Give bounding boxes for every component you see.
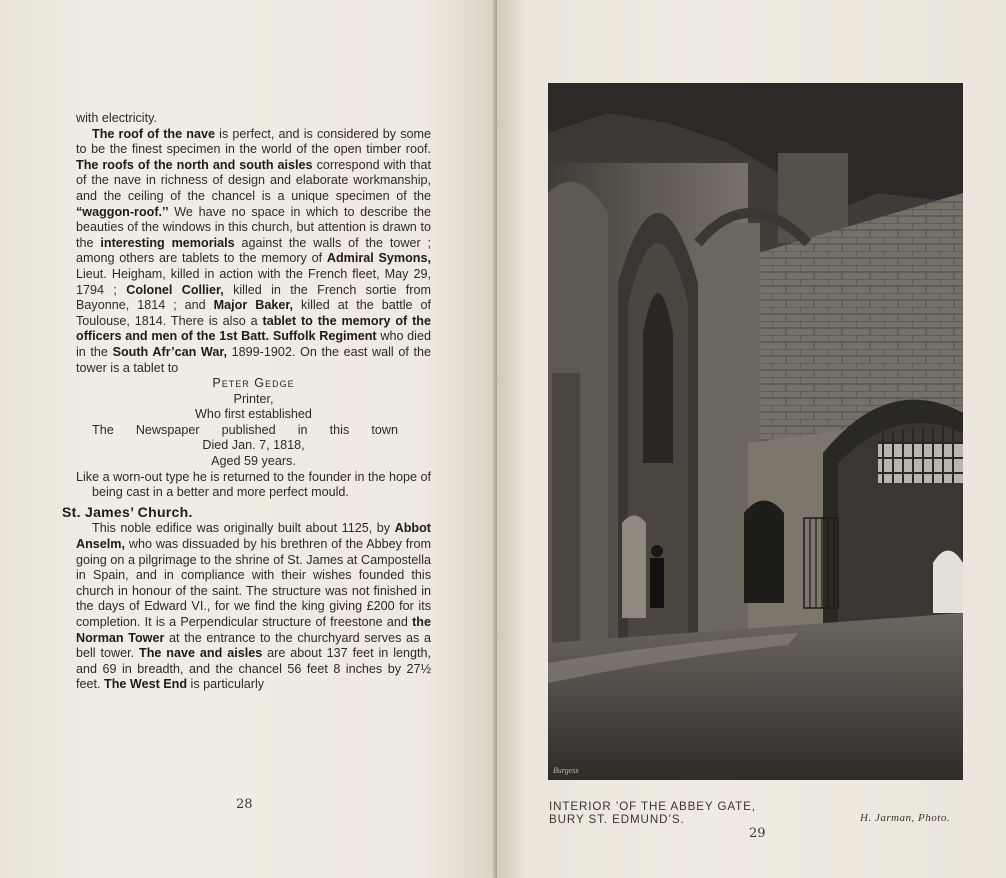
text-run: We have no space in which to describe the beauties of the windows in this church, but attention is drawn to the bbox=[76, 204, 431, 250]
text-run: Lieut. Heigham, killed in action with the French fleet, May 29, 1794 ; bbox=[76, 266, 431, 297]
bold-text-run: The nave and aisles bbox=[139, 646, 263, 661]
bold-text-run: interesting memorials bbox=[100, 235, 235, 250]
epitaph-line: The Newspaper published in this town bbox=[92, 422, 398, 437]
epitaph-line: Died Jan. 7, 1818, bbox=[202, 438, 305, 453]
bold-text-run: “waggon-roof.’’ bbox=[76, 204, 169, 219]
text-run: correspond with that of the nave in richness of design and elaborate workmanship, and the ceiling of the chancel is a unique specimen of the bbox=[76, 157, 431, 203]
left-page bbox=[0, 0, 497, 878]
bold-text-run: the Norman Tower bbox=[76, 615, 431, 645]
page-number-left: 28 bbox=[236, 797, 253, 812]
section-heading: St. James’ Church. bbox=[62, 503, 193, 520]
text-run: at the entrance to the churchyard serves as a bell tower. bbox=[76, 630, 431, 661]
photo-illustration bbox=[548, 83, 963, 780]
bold-text-run: tablet to the memory of the officers and men of the 1st Batt. Suffolk Regiment bbox=[76, 313, 431, 344]
epitaph-name: Peter Gedge bbox=[212, 376, 295, 391]
text-run: against the walls of the tower ; among others are tablets to the memory of bbox=[76, 235, 431, 266]
caption-line: BURY ST. EDMUND’S. bbox=[549, 813, 685, 826]
text-run: are about 137 feet in length, and 69 in breadth, and the chancel 56 feet 8 inches by 27½ feet. bbox=[76, 646, 432, 692]
bold-text-run: The roofs of the north and south aisles bbox=[76, 157, 313, 172]
caption-line: INTERIOR ’OF THE ABBEY GATE, bbox=[549, 800, 756, 813]
epitaph-line: Who first established bbox=[195, 407, 312, 422]
text-run: with electricity. bbox=[76, 111, 157, 125]
bold-text-run: Major Baker, bbox=[213, 298, 294, 313]
body-paragraph bbox=[76, 127, 431, 377]
bold-text-run: Colonel Collier, bbox=[126, 282, 224, 297]
bold-text-run: The roof of the nave bbox=[92, 126, 215, 141]
text-run: is particularly bbox=[187, 677, 265, 692]
page-number-right: 29 bbox=[749, 826, 766, 841]
text-run: is perfect, and is considered by some to be the finest specimen in the world of the open timber roof. bbox=[76, 126, 431, 157]
epitaph-line: Aged 59 years. bbox=[211, 454, 296, 469]
left-page-text bbox=[62, 111, 432, 693]
text-run: killed in the French sortie from Bayonne, 1814 ; and bbox=[76, 282, 431, 313]
photo-caption bbox=[549, 800, 756, 826]
epitaph-line: Printer, bbox=[233, 391, 274, 406]
abbey-gate-photograph bbox=[548, 83, 963, 780]
text-run: 1899-1902. On the east wall of the tower is a tablet to bbox=[76, 344, 431, 375]
bold-text-run: Admiral Symons, bbox=[326, 251, 431, 266]
photo-signature: Burgess bbox=[553, 766, 579, 775]
text-run: This noble edifice was originally built about 1125, by bbox=[92, 521, 395, 536]
text-run: who was dissuaded by his brethren of the Abbey from going on a pilgrimage to the shrine of St. James at Campostella in Spain, and in compliance with their wishes founded this church in honour of the saint. The structure was not finished in the days of Edward VI., for we find the king giving £200 for its completion. It is a Perpendicular structure of freestone and bbox=[76, 537, 431, 629]
epitaph-inscription bbox=[76, 376, 431, 470]
text-run: killed at the battle of Toulouse, 1814. There is also a bbox=[76, 298, 431, 328]
bold-text-run: The West End bbox=[104, 677, 188, 692]
photo-credit: H. Jarman, Photo. bbox=[860, 812, 951, 824]
section-paragraph bbox=[76, 521, 431, 693]
body-paragraphs bbox=[76, 111, 431, 376]
epitaph-verse: Like a worn-out type he is returned to the founder in the hope of being cast in a better and more perfect mould. bbox=[76, 469, 431, 500]
body-paragraph bbox=[76, 111, 431, 127]
bold-text-run: Abbot Anselm, bbox=[76, 521, 431, 552]
bold-text-run: South Afr’can War, bbox=[112, 344, 228, 359]
text-run: who died in the bbox=[76, 329, 431, 359]
